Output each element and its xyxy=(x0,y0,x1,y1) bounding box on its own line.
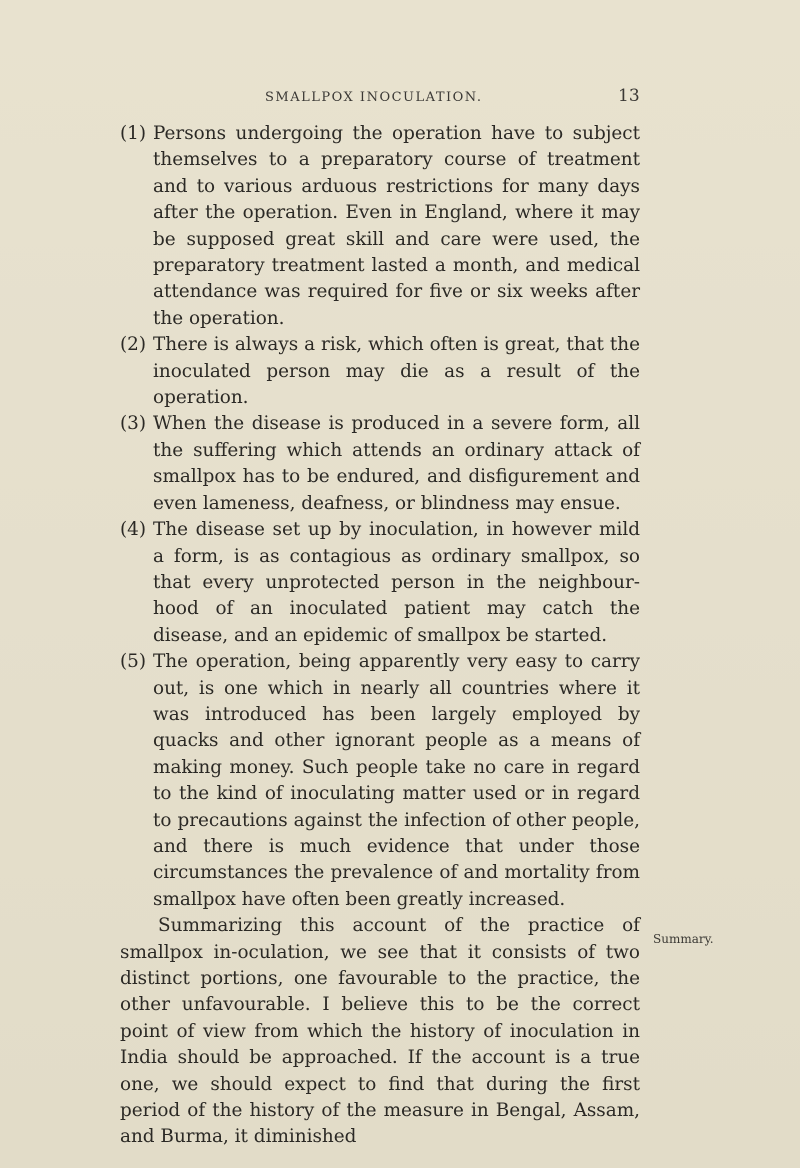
item-number: (3) xyxy=(120,413,147,435)
list-item xyxy=(120,121,640,332)
summary-paragraph: Summarizing this account of the practice of smallpox in-oculation, we see that it consists of two distinct portions, one favourable to the practice, the other unfavourable. I believe this to be the correct point of view from which the history of inoculation in India should be approached. If the account is a true one, we should expect to find that during the first period of the history of the measure in Bengal, Assam, and Burma, it diminished xyxy=(120,915,640,1148)
item-text: When the disease is produced in a severe form, all the suffering which attends an ordinary attack of smallpox has to be endured, and disfigurement and even lameness, deafness, or blindness may ensue. xyxy=(153,413,640,514)
item-number: (5) xyxy=(120,651,147,673)
item-text: There is always a risk, which often is great, that the inoculated person may die as a result of the operation. xyxy=(153,334,640,409)
item-text: The operation, being apparently very easy to carry out, is one which in nearly all countries where it was introduced has been largely employed by quacks and other ignorant people as a means of making money. Such people take no care in regard to the kind of inoculating matter used or in regard to precautions against the infection of other people, and there is much evidence that under those circumstances the prevalence of and mortality from smallpox have often been greatly increased. xyxy=(153,651,640,910)
item-text: Persons undergoing the operation have to subject themselves to a preparatory course of treatment and to various arduous restrictions for many days after the operation. Even in England, where it may be supposed great skill and care were used, the preparatory treatment lasted a month, and medical attendance was required for five or six weeks after the operation. xyxy=(153,123,640,329)
item-number: (2) xyxy=(120,334,147,356)
item-text: The disease set up by inoculation, in however mild a form, is as contagious as ordinary smallpox, so that every unprotected person in the neighbour-hood of an inoculated patient may catch the disease, and an epidemic of smallpox be started. xyxy=(153,519,640,646)
page-number: 13 xyxy=(618,86,640,106)
item-number: (4) xyxy=(120,519,147,541)
list-item xyxy=(120,411,640,517)
item-number: (1) xyxy=(120,123,147,144)
list-item xyxy=(120,649,640,913)
body-text xyxy=(120,121,640,1151)
list-item xyxy=(120,517,640,649)
list-item xyxy=(120,332,640,411)
margin-note: Summary. xyxy=(653,932,714,946)
running-title: SMALLPOX INOCULATION. xyxy=(265,90,483,105)
